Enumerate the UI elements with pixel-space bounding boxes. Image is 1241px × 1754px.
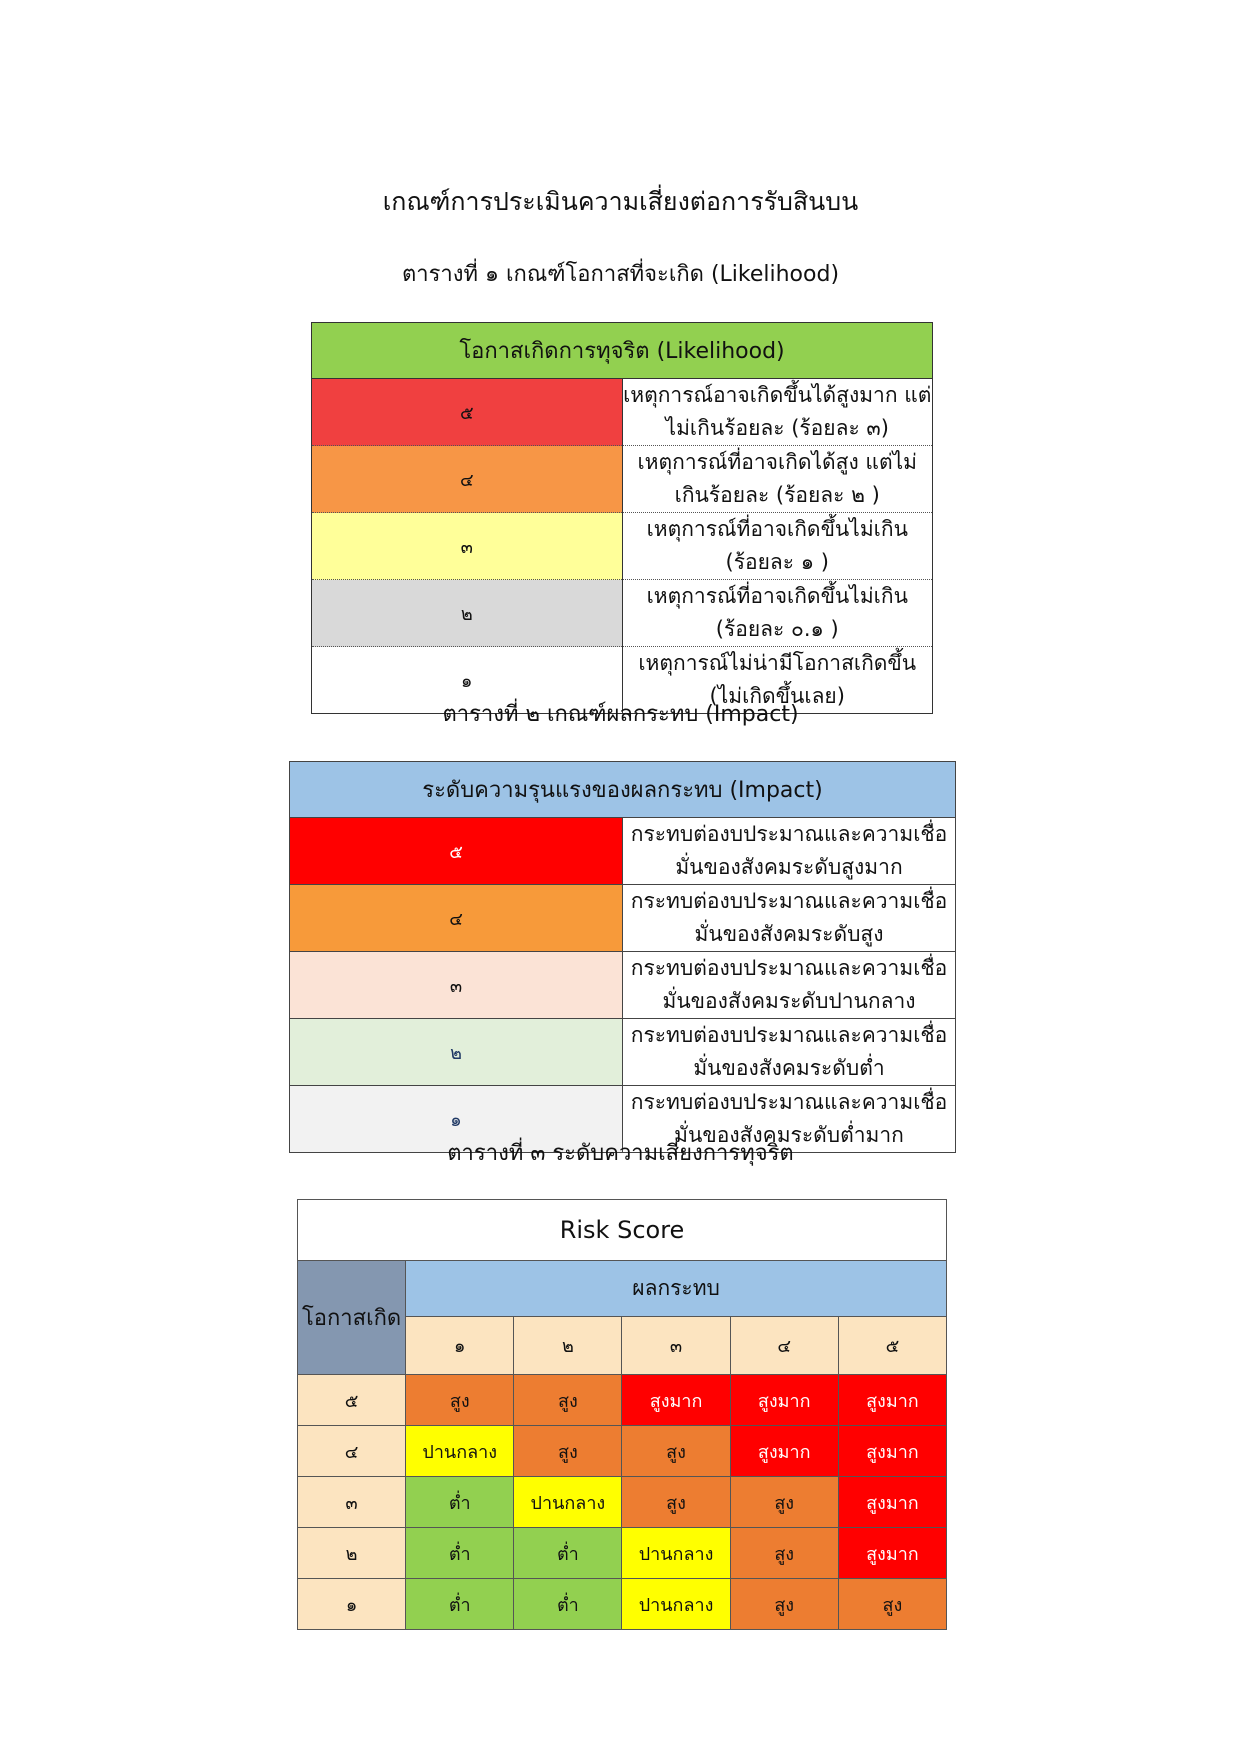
- table3-caption: ตารางที่ ๓ ระดับความเสี่ยงการทุจริต: [447, 1141, 794, 1166]
- risk-cell: สูง: [514, 1426, 622, 1477]
- risk-cell: สูงมาก: [838, 1477, 946, 1528]
- impact-table: [289, 761, 956, 1153]
- likelihood-row: [312, 580, 933, 647]
- likelihood-table-header: โอกาสเกิดการทุจริต (Likelihood): [312, 323, 933, 379]
- risk-cell: สูงมาก: [838, 1528, 946, 1579]
- likelihood-table: [311, 322, 933, 714]
- risk-cell: สูงมาก: [730, 1426, 838, 1477]
- likelihood-description: เหตุการณ์ที่อาจเกิดขึ้นไม่เกิน (ร้อยละ ๐.๑ ): [622, 580, 933, 647]
- impact-column-header: ๑: [406, 1317, 514, 1375]
- impact-table-header: ระดับความรุนแรงของผลกระทบ (Impact): [290, 762, 956, 818]
- likelihood-row-header: ๕: [298, 1375, 406, 1426]
- likelihood-row-header: ๓: [298, 1477, 406, 1528]
- impact-description: กระทบต่องบประมาณและความเชื่อมั่นของสังคมระดับสูงมาก: [623, 818, 956, 885]
- impact-axis-label: ผลกระทบ: [406, 1261, 947, 1317]
- impact-level: ๓: [290, 952, 623, 1019]
- risk-cell: ปานกลาง: [622, 1528, 730, 1579]
- impact-description: กระทบต่องบประมาณและความเชื่อมั่นของสังคมระดับต่ำมาก: [623, 1086, 956, 1153]
- impact-level: ๑: [290, 1086, 623, 1153]
- likelihood-level: ๒: [312, 580, 623, 647]
- page-title: เกณฑ์การประเมินความเสี่ยงต่อการรับสินบน: [382, 187, 859, 216]
- risk-cell: สูงมาก: [622, 1375, 730, 1426]
- impact-column-header: ๔: [730, 1317, 838, 1375]
- likelihood-row: [312, 513, 933, 580]
- likelihood-row: [312, 379, 933, 446]
- risk-cell: สูง: [730, 1579, 838, 1630]
- likelihood-row: [312, 446, 933, 513]
- likelihood-description: เหตุการณ์ที่อาจเกิดขึ้นไม่เกิน (ร้อยละ ๑ ): [622, 513, 933, 580]
- risk-cell: ปานกลาง: [406, 1426, 514, 1477]
- risk-row: [298, 1579, 947, 1630]
- risk-cell: สูง: [514, 1375, 622, 1426]
- risk-cell: ต่ำ: [406, 1579, 514, 1630]
- impact-description: กระทบต่องบประมาณและความเชื่อมั่นของสังคมระดับปานกลาง: [623, 952, 956, 1019]
- likelihood-description: เหตุการณ์อาจเกิดขึ้นได้สูงมาก แต่ไม่เกินร้อยละ (ร้อยละ ๓): [622, 379, 933, 446]
- likelihood-level: ๓: [312, 513, 623, 580]
- impact-column-header: ๓: [622, 1317, 730, 1375]
- likelihood-row-header: ๒: [298, 1528, 406, 1579]
- impact-row: [290, 885, 956, 952]
- impact-row: [290, 818, 956, 885]
- impact-level: ๒: [290, 1019, 623, 1086]
- risk-cell: สูง: [622, 1426, 730, 1477]
- impact-row: [290, 1019, 956, 1086]
- risk-score-table: [297, 1199, 947, 1630]
- table1-caption: ตารางที่ ๑ เกณฑ์โอกาสที่จะเกิด (Likelihood): [401, 262, 840, 287]
- likelihood-axis-label: โอกาสเกิด: [298, 1261, 406, 1375]
- impact-column-header: ๕: [838, 1317, 946, 1375]
- risk-row: [298, 1426, 947, 1477]
- likelihood-level: ๑: [312, 647, 623, 714]
- likelihood-level: ๕: [312, 379, 623, 446]
- impact-column-header: ๒: [514, 1317, 622, 1375]
- risk-cell: สูง: [730, 1528, 838, 1579]
- likelihood-row-header: ๑: [298, 1579, 406, 1630]
- risk-cell: สูง: [838, 1579, 946, 1630]
- risk-cell: ต่ำ: [406, 1477, 514, 1528]
- impact-row: [290, 952, 956, 1019]
- likelihood-row-header: ๔: [298, 1426, 406, 1477]
- impact-level: ๔: [290, 885, 623, 952]
- impact-level: ๕: [290, 818, 623, 885]
- risk-cell: สูงมาก: [838, 1426, 946, 1477]
- risk-cell: สูง: [730, 1477, 838, 1528]
- risk-cell: ปานกลาง: [514, 1477, 622, 1528]
- risk-cell: ต่ำ: [406, 1528, 514, 1579]
- risk-score-title: Risk Score: [298, 1200, 947, 1261]
- risk-cell: สูง: [622, 1477, 730, 1528]
- risk-cell: ต่ำ: [514, 1528, 622, 1579]
- risk-cell: ปานกลาง: [622, 1579, 730, 1630]
- impact-description: กระทบต่องบประมาณและความเชื่อมั่นของสังคมระดับสูง: [623, 885, 956, 952]
- risk-row: [298, 1375, 947, 1426]
- risk-cell: สูงมาก: [730, 1375, 838, 1426]
- likelihood-description: เหตุการณ์ไม่น่ามีโอกาสเกิดขึ้น (ไม่เกิดขึ้นเลย): [622, 647, 933, 714]
- impact-description: กระทบต่องบประมาณและความเชื่อมั่นของสังคมระดับต่ำ: [623, 1019, 956, 1086]
- table2-caption: ตารางที่ ๒ เกณฑ์ผลกระทบ (Impact): [442, 702, 799, 727]
- risk-cell: สูงมาก: [838, 1375, 946, 1426]
- risk-cell: สูง: [406, 1375, 514, 1426]
- risk-row: [298, 1477, 947, 1528]
- likelihood-level: ๔: [312, 446, 623, 513]
- likelihood-description: เหตุการณ์ที่อาจเกิดได้สูง แต่ไม่เกินร้อยละ (ร้อยละ ๒ ): [622, 446, 933, 513]
- risk-row: [298, 1528, 947, 1579]
- risk-cell: ต่ำ: [514, 1579, 622, 1630]
